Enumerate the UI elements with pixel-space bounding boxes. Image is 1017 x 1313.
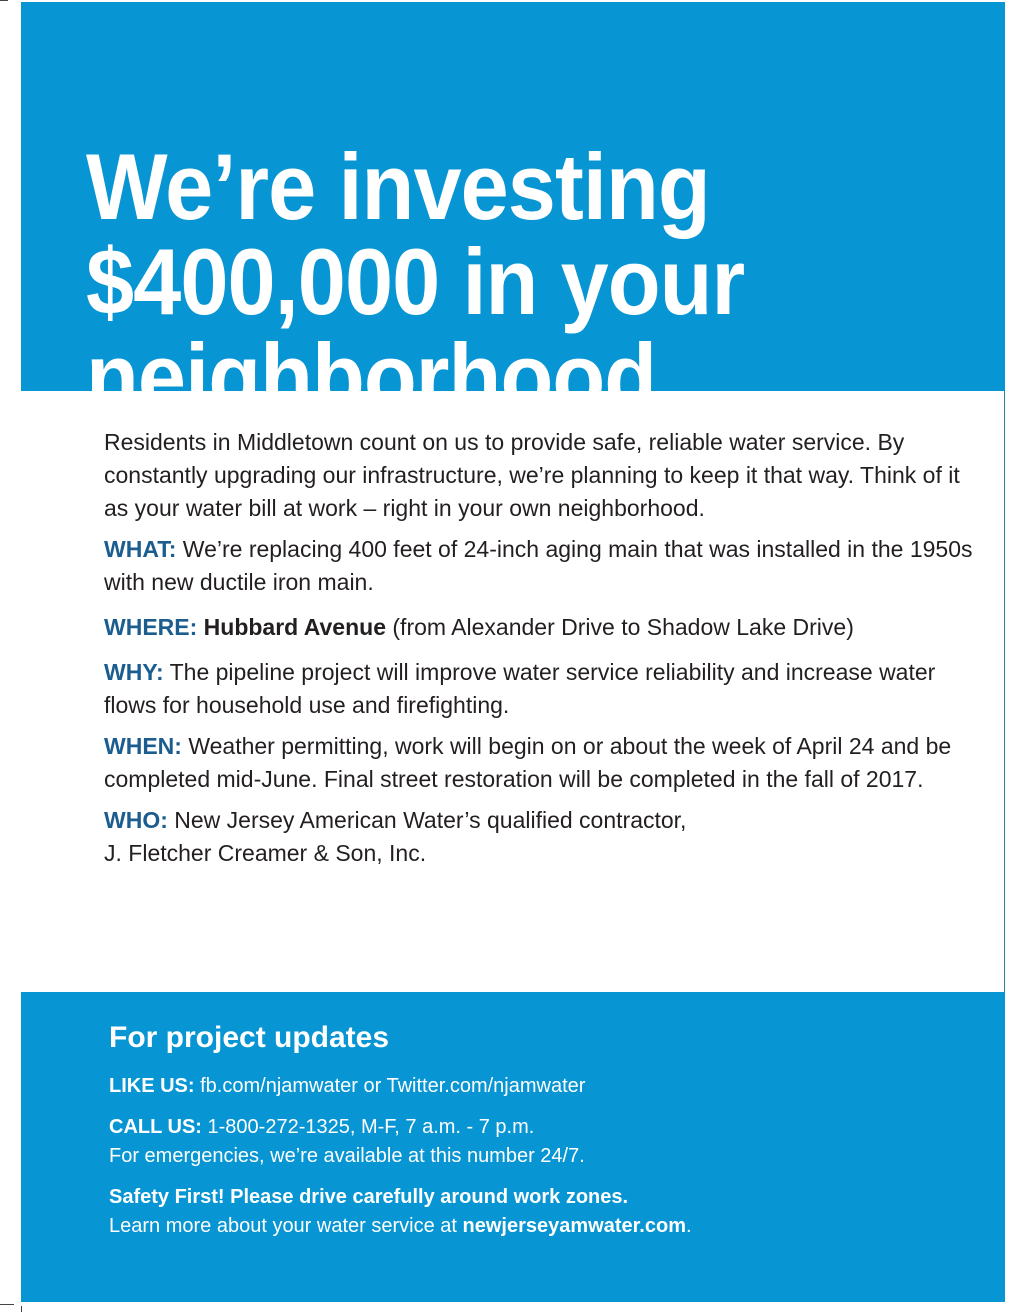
intro-paragraph: Residents in Middletown count on us to provide safe, reliable water service. By constantly upgrading our infrastructure, we’re planning to keep it that way. Think of it as your water bill at work – right in your own neighborhood.	[104, 429, 960, 521]
phone-number[interactable]: 1-800-272-1325, M-F, 7 a.m. - 7 p.m.	[201, 1116, 535, 1138]
crop-mark	[0, 0, 8, 1]
headline-line-3: neighborhood	[86, 323, 657, 429]
who-text-line-1: New Jersey American Water’s qualified contractor,	[167, 807, 687, 833]
why-text: The pipeline project will improve water service reliability and increase water flows for household use and firefighting.	[104, 659, 936, 718]
why-label: WHY:	[104, 659, 164, 685]
crop-mark	[21, 1306, 22, 1312]
divider-rule	[1004, 391, 1005, 992]
call-us-block	[109, 1113, 989, 1171]
like-us-label: LIKE US:	[109, 1075, 195, 1097]
project-details	[104, 426, 984, 878]
learn-more-line	[109, 1212, 989, 1241]
where-text: (from Alexander Drive to Shadow Lake Drive)	[386, 614, 854, 640]
headline-line-2: $400,000 in your	[86, 228, 745, 334]
website-link[interactable]: newjerseyamwater.com	[462, 1215, 686, 1237]
learn-more-text: Learn more about your water service at	[109, 1215, 463, 1237]
crop-mark	[0, 1304, 14, 1305]
where-street: Hubbard Avenue	[197, 614, 386, 640]
updates-title: For project updates	[109, 1021, 390, 1054]
when-paragraph	[104, 730, 984, 796]
where-label: WHERE:	[104, 614, 198, 640]
where-paragraph	[104, 611, 984, 644]
headline-line-1: We’re investing	[86, 133, 710, 239]
project-updates-panel	[21, 992, 1005, 1302]
why-paragraph	[104, 656, 984, 722]
like-us-block	[109, 1072, 989, 1101]
like-us-line	[109, 1072, 989, 1101]
learn-more-period: .	[685, 1215, 692, 1237]
when-text: Weather permitting, work will begin on or about the week of April 24 and be completed mid-June. Final street restoration will be completed in the fall of 2017.	[104, 733, 952, 792]
safety-headline: Safety First! Please drive carefully around work zones.	[109, 1186, 629, 1208]
emergency-note: For emergencies, we’re available at this number 24/7.	[109, 1145, 585, 1167]
like-us-links[interactable]: fb.com/njamwater or Twitter.com/njamwater	[194, 1075, 586, 1097]
who-paragraph	[104, 804, 984, 870]
call-us-line	[109, 1113, 989, 1142]
who-label: WHO:	[104, 807, 168, 833]
who-text-line-2: J. Fletcher Creamer & Son, Inc.	[104, 840, 427, 866]
safety-block	[109, 1183, 989, 1241]
when-label: WHEN:	[104, 733, 182, 759]
updates-content	[109, 1018, 989, 1253]
call-us-label: CALL US:	[109, 1116, 202, 1138]
what-text: We’re replacing 400 feet of 24-inch aging main that was installed in the 1950s with new ductile iron main.	[104, 536, 973, 595]
page-title	[86, 133, 896, 429]
what-label: WHAT:	[104, 536, 177, 562]
what-paragraph	[104, 533, 984, 599]
